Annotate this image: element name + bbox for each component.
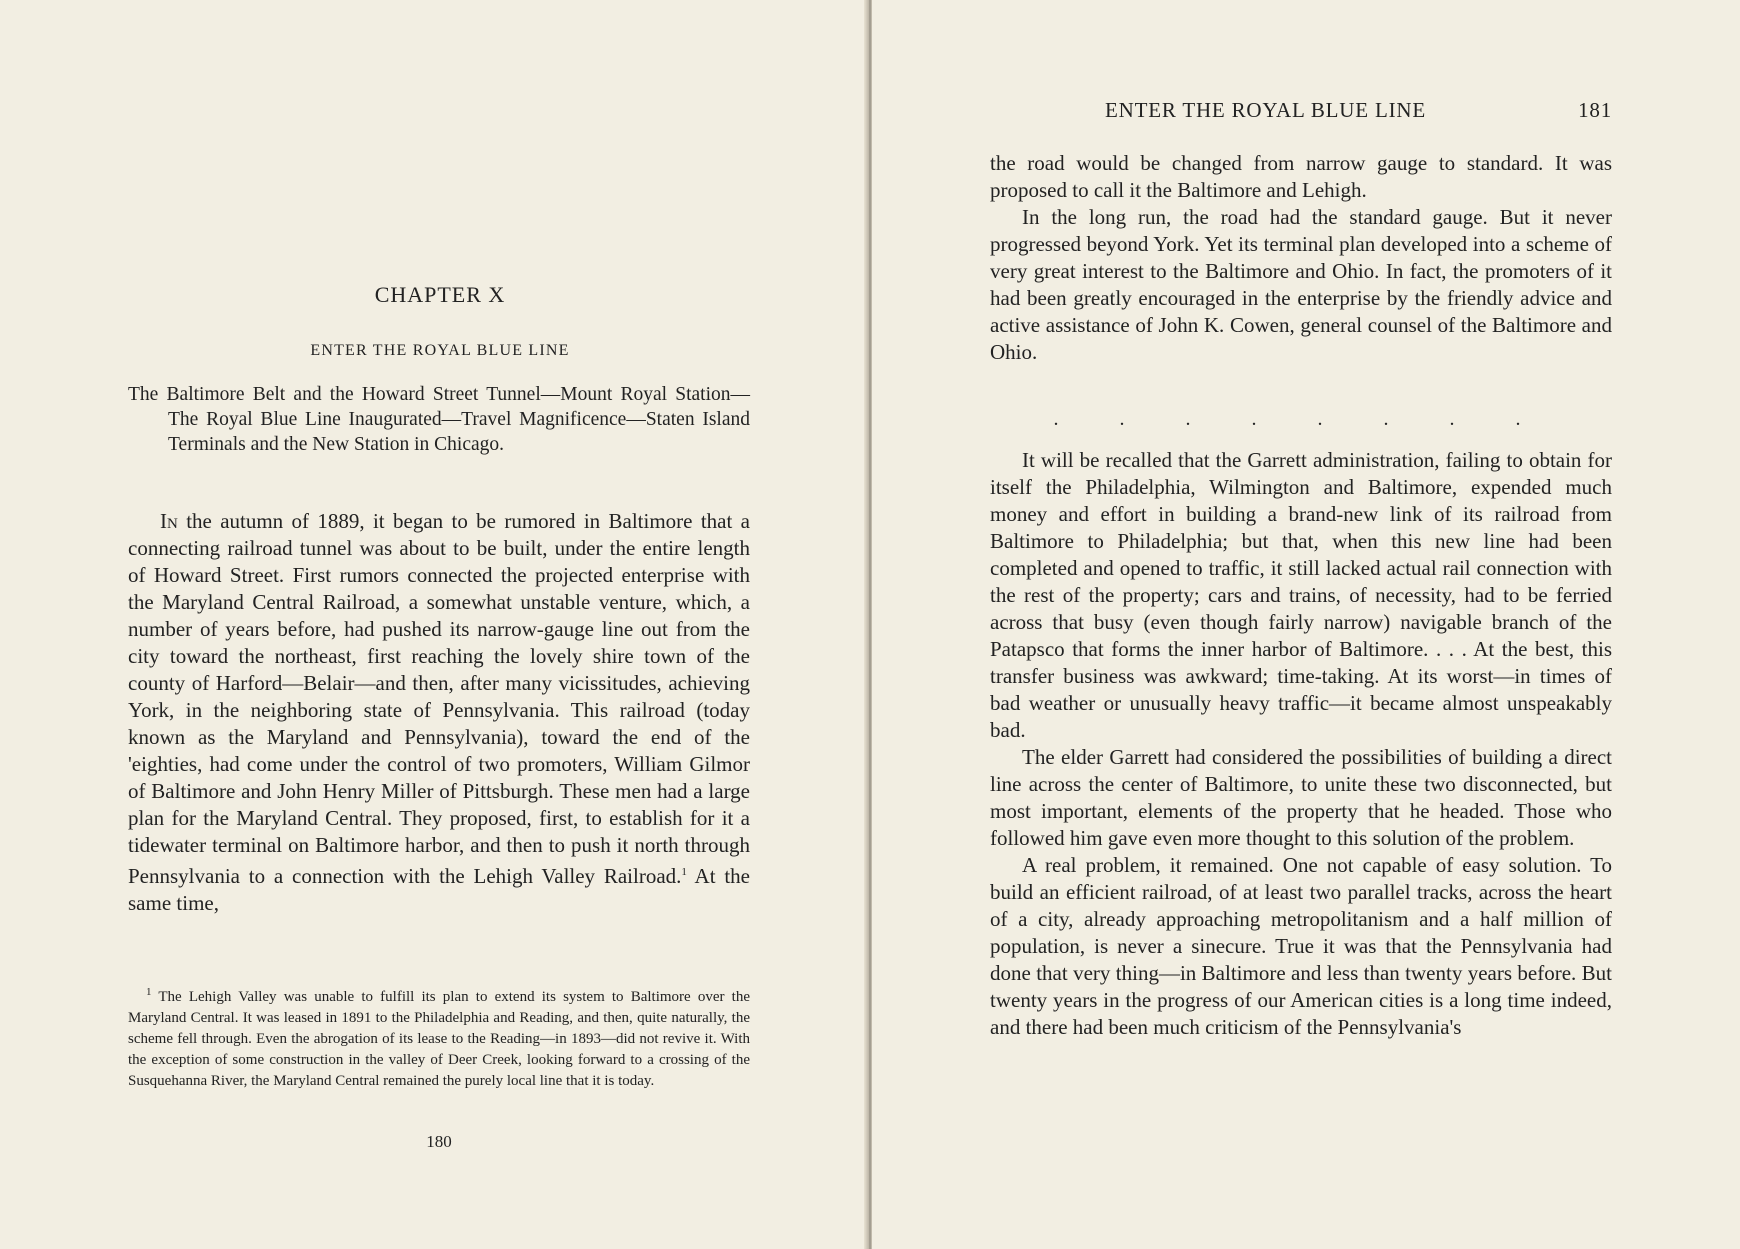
right-body-text-continued (990, 447, 1612, 1041)
footnote-body: The Lehigh Valley was unable to fulfill its plan to extend its system to Baltimore over the Maryland Central. It was leased in 1891 to the Philadelphia and Reading, and then, quite naturally, the scheme fell through. Even the abrogation of its lease to the Reading—in 1893—did not revive it. With the exception of some construction in the valley of Deer Creek, looking forward to a crossing of the Susquehanna River, the Maryland Central remained the purely local line that it is today. (128, 989, 750, 1089)
paragraph: The elder Garrett had considered the possibilities of building a direct line across the center of Baltimore, to unite these two disconnected, but most important, elements of the property that he headed. Those who followed him gave even more thought to this solution of the problem. (990, 745, 1612, 850)
paragraph: In the long run, the road had the standard gauge. But it never progressed beyond York. Yet its terminal plan developed into a scheme of very great interest to the Baltimore and Ohio. In fact, the promoters of it had been greatly encouraged in the enterprise by the friendly advice and active assistance of John K. Cowen, general counsel of the Baltimore and Ohio. (990, 205, 1612, 364)
paragraph: the road would be changed from narrow gauge to standard. It was proposed to call it the Baltimore and Lehigh. (990, 151, 1612, 202)
page-number-right: 181 (1578, 98, 1612, 122)
footnote-marker: 1 (681, 866, 687, 878)
opening-word: In (160, 509, 178, 533)
paragraph (128, 508, 750, 917)
paragraph: It will be recalled that the Garrett administration, failing to obtain for itself the Philadelphia, Wilmington and Baltimore, expended much money and effort in building a brand-new link of its railroad from Baltimore to Philadelphia; but that, when this new line had been completed and opened to traffic, it still lacked actual rail connection with the rest of the property; cars and trains, of necessity, had to be ferried across that busy (even though fairly narrow) navigable branch of the Patapsco that forms the inner harbor of Baltimore. . . . At the best, this transfer business was awkward; time-taking. At its worst—in times of bad weather or unusually heavy traffic—it became almost unspeakably bad. (990, 448, 1612, 742)
paragraph: A real problem, it remained. One not capable of easy solution. To build an efficient railroad, of at least two parallel tracks, across the heart of a city, already approaching metropolitanism and a half million of population, is never a sinecure. True it was that the Pennsylvania had done that very thing—in Baltimore and less than twenty years before. But twenty years in the progress of our American cities is a long time indeed, and there had been much criticism of the Pennsylvania's (990, 853, 1612, 1039)
left-body-text (128, 508, 750, 917)
section-break: . . . . . . . . (1053, 408, 1549, 430)
chapter-title: ENTER THE ROYAL BLUE LINE (310, 342, 570, 359)
footnote-number: 1 (146, 986, 152, 998)
left-page (0, 0, 868, 1249)
paragraph-text: the autumn of 1889, it began to be rumored in Baltimore that a connecting railroad tunnel was about to be built, under the entire length of Howard Street. First rumors connected the projected enterprise with the Maryland Central Railroad, a somewhat unstable venture, which, a number of years before, had pushed its narrow-gauge line out from the city toward the northeast, first reaching the lovely shire town of the county of Harford—Belair—and then, after many vicissitudes, achieving York, in the neighboring state of Pennsylvania. This railroad (today known as the Maryland and Pennsylvania), toward the end of the 'eighties, had come under the control of two promoters, William Gilmor of Baltimore and John Henry Miller of Pittsburgh. These men had a large plan for the Maryland Central. They proposed, first, to establish for it a tidewater terminal on Baltimore harbor, and then to push it north through Pennsylvania to a connection with the Lehigh Valley Railroad. (128, 509, 751, 888)
chapter-number: CHAPTER X (374, 282, 506, 307)
footnote-text (128, 982, 750, 1092)
footnote (128, 982, 750, 1092)
page-number-left: 180 (426, 1132, 452, 1151)
right-body-text (990, 150, 1612, 366)
paragraph-tail: At the same time, (128, 864, 751, 915)
running-head-title: ENTER THE ROYAL BLUE LINE (1105, 98, 1426, 122)
chapter-synopsis: The Baltimore Belt and the Howard Street Tunnel—Mount Royal Station—The Royal Blue Line Inaugurated—Travel Magnificence—Staten Island Terminals and the New Station in Chicago. (128, 384, 750, 455)
